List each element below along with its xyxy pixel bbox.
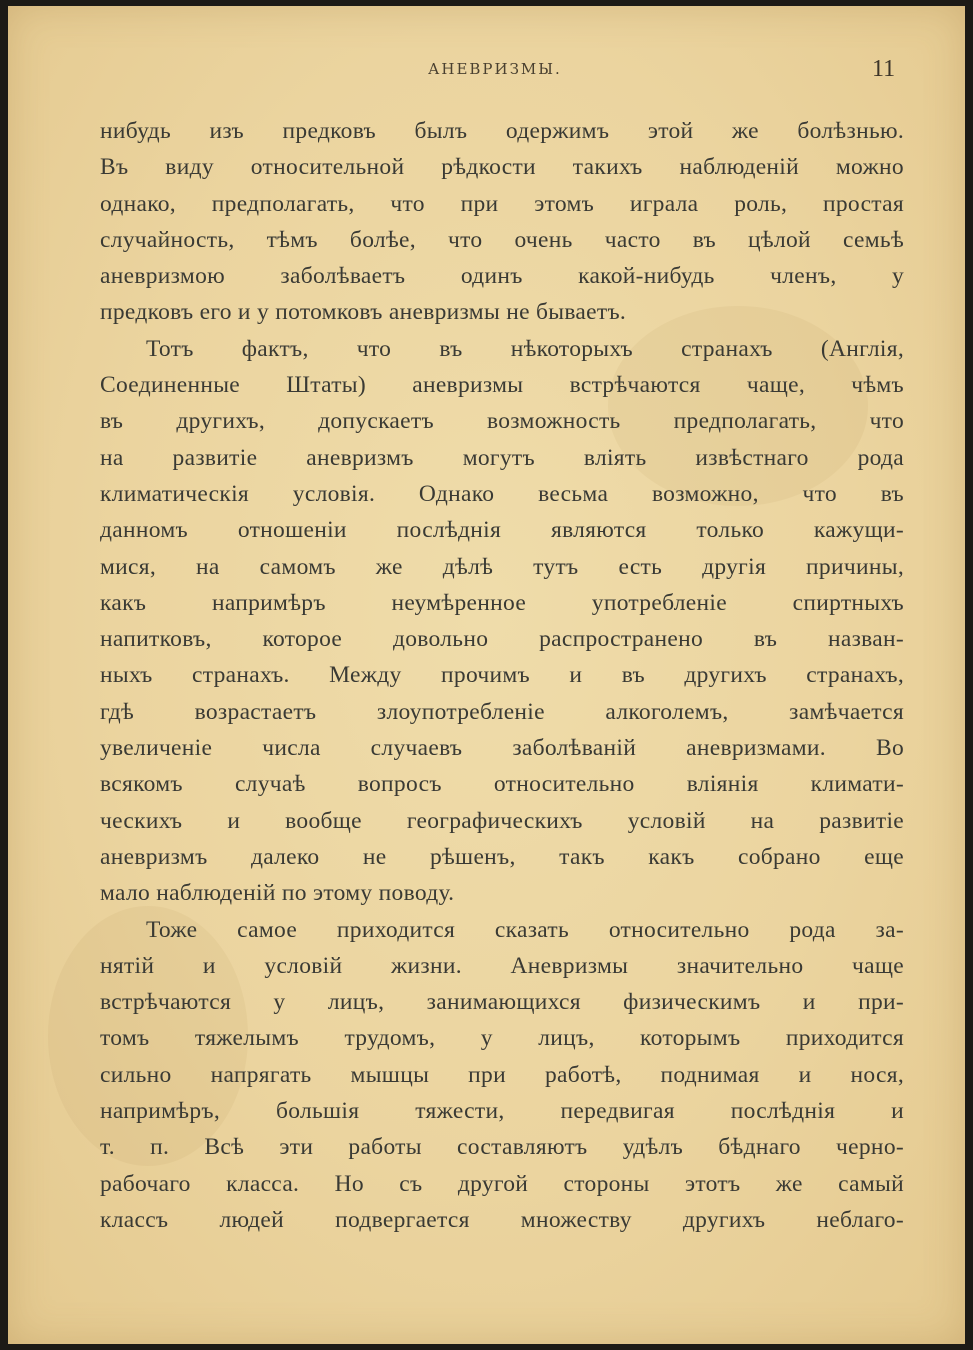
text-line: данномъ отношеніи послѣднія являются только кажущи- xyxy=(100,517,904,544)
running-head: АНЕВРИЗМЫ. xyxy=(428,60,562,78)
page-number: 11 xyxy=(872,56,896,82)
text-line: напримѣръ, большія тяжести, передвигая послѣднія и xyxy=(100,1098,904,1125)
page-header xyxy=(8,58,965,84)
text-line: гдѣ возрастаетъ злоупотребленіе алкоголемъ, замѣчается xyxy=(100,698,904,725)
text-line: Тотъ фактъ, что въ нѣкоторыхъ странахъ (Англія, xyxy=(146,335,904,362)
text-line: томъ тяжелымъ трудомъ, у лицъ, которымъ приходится xyxy=(100,1025,904,1052)
text-line: въ другихъ, допускаетъ возможность предполагать, что xyxy=(100,408,904,435)
text-line: нибудь изъ предковъ былъ одержимъ этой же болѣзнью. xyxy=(100,118,904,144)
text-line: всякомъ случаѣ вопросъ относительно вліянія климати- xyxy=(100,771,904,798)
text-line: Соединенные Штаты) аневризмы встрѣчаются чаще, чѣмъ xyxy=(100,372,904,399)
text-line: мися, на самомъ же дѣлѣ тутъ есть другія причины, xyxy=(100,553,904,580)
text-line: сильно напрягать мышцы при работѣ, поднимая и нося, xyxy=(100,1061,904,1088)
text-line: аневризмъ далеко не рѣшенъ, такъ какъ собрано еще xyxy=(100,843,904,870)
text-line: Въ виду относительной рѣдкости такихъ наблюденій можно xyxy=(100,154,904,181)
text-line: нятій и условій жизни. Аневризмы значительно чаще xyxy=(100,952,904,979)
text-line: ныхъ странахъ. Между прочимъ и въ другихъ странахъ, xyxy=(100,662,904,689)
text-line: предковъ его и у потомковъ аневризмы не бываетъ. xyxy=(100,299,627,326)
text-line: увеличеніе числа случаевъ заболѣваній аневризмами. Во xyxy=(100,735,904,762)
text-line: классъ людей подвергается множеству другихъ неблаго- xyxy=(100,1206,904,1233)
text-line: т. п. Всѣ эти работы составляютъ удѣлъ бѣднаго черно- xyxy=(100,1134,904,1161)
text-line: Тоже самое приходится сказать относительно рода за- xyxy=(146,916,904,943)
body-text xyxy=(100,113,904,1238)
text-line: на развитіе аневризмъ могутъ вліять извѣстнаго рода xyxy=(100,444,904,471)
text-line: мало наблюденій по этому поводу. xyxy=(100,880,455,907)
text-line: аневризмою заболѣваетъ одинъ какой-нибудь членъ, у xyxy=(100,263,904,290)
text-line: климатическія условія. Однако весьма возможно, что въ xyxy=(100,480,904,507)
book-page xyxy=(8,6,965,1344)
text-line: случайность, тѣмъ болѣе, что очень часто въ цѣлой семьѣ xyxy=(100,226,904,253)
text-line: напитковъ, которое довольно распространено въ назван- xyxy=(100,626,904,653)
text-line: рабочаго класса. Но съ другой стороны этотъ же самый xyxy=(100,1170,904,1197)
text-line: какъ напримѣръ неумѣренное употребленіе спиртныхъ xyxy=(100,589,904,616)
text-line: встрѣчаются у лицъ, занимающихся физическимъ и при- xyxy=(100,989,904,1016)
text-line: однако, предполагать, что при этомъ играла роль, простая xyxy=(100,190,904,217)
text-line: ческихъ и вообще географическихъ условій на развитіе xyxy=(100,807,904,834)
